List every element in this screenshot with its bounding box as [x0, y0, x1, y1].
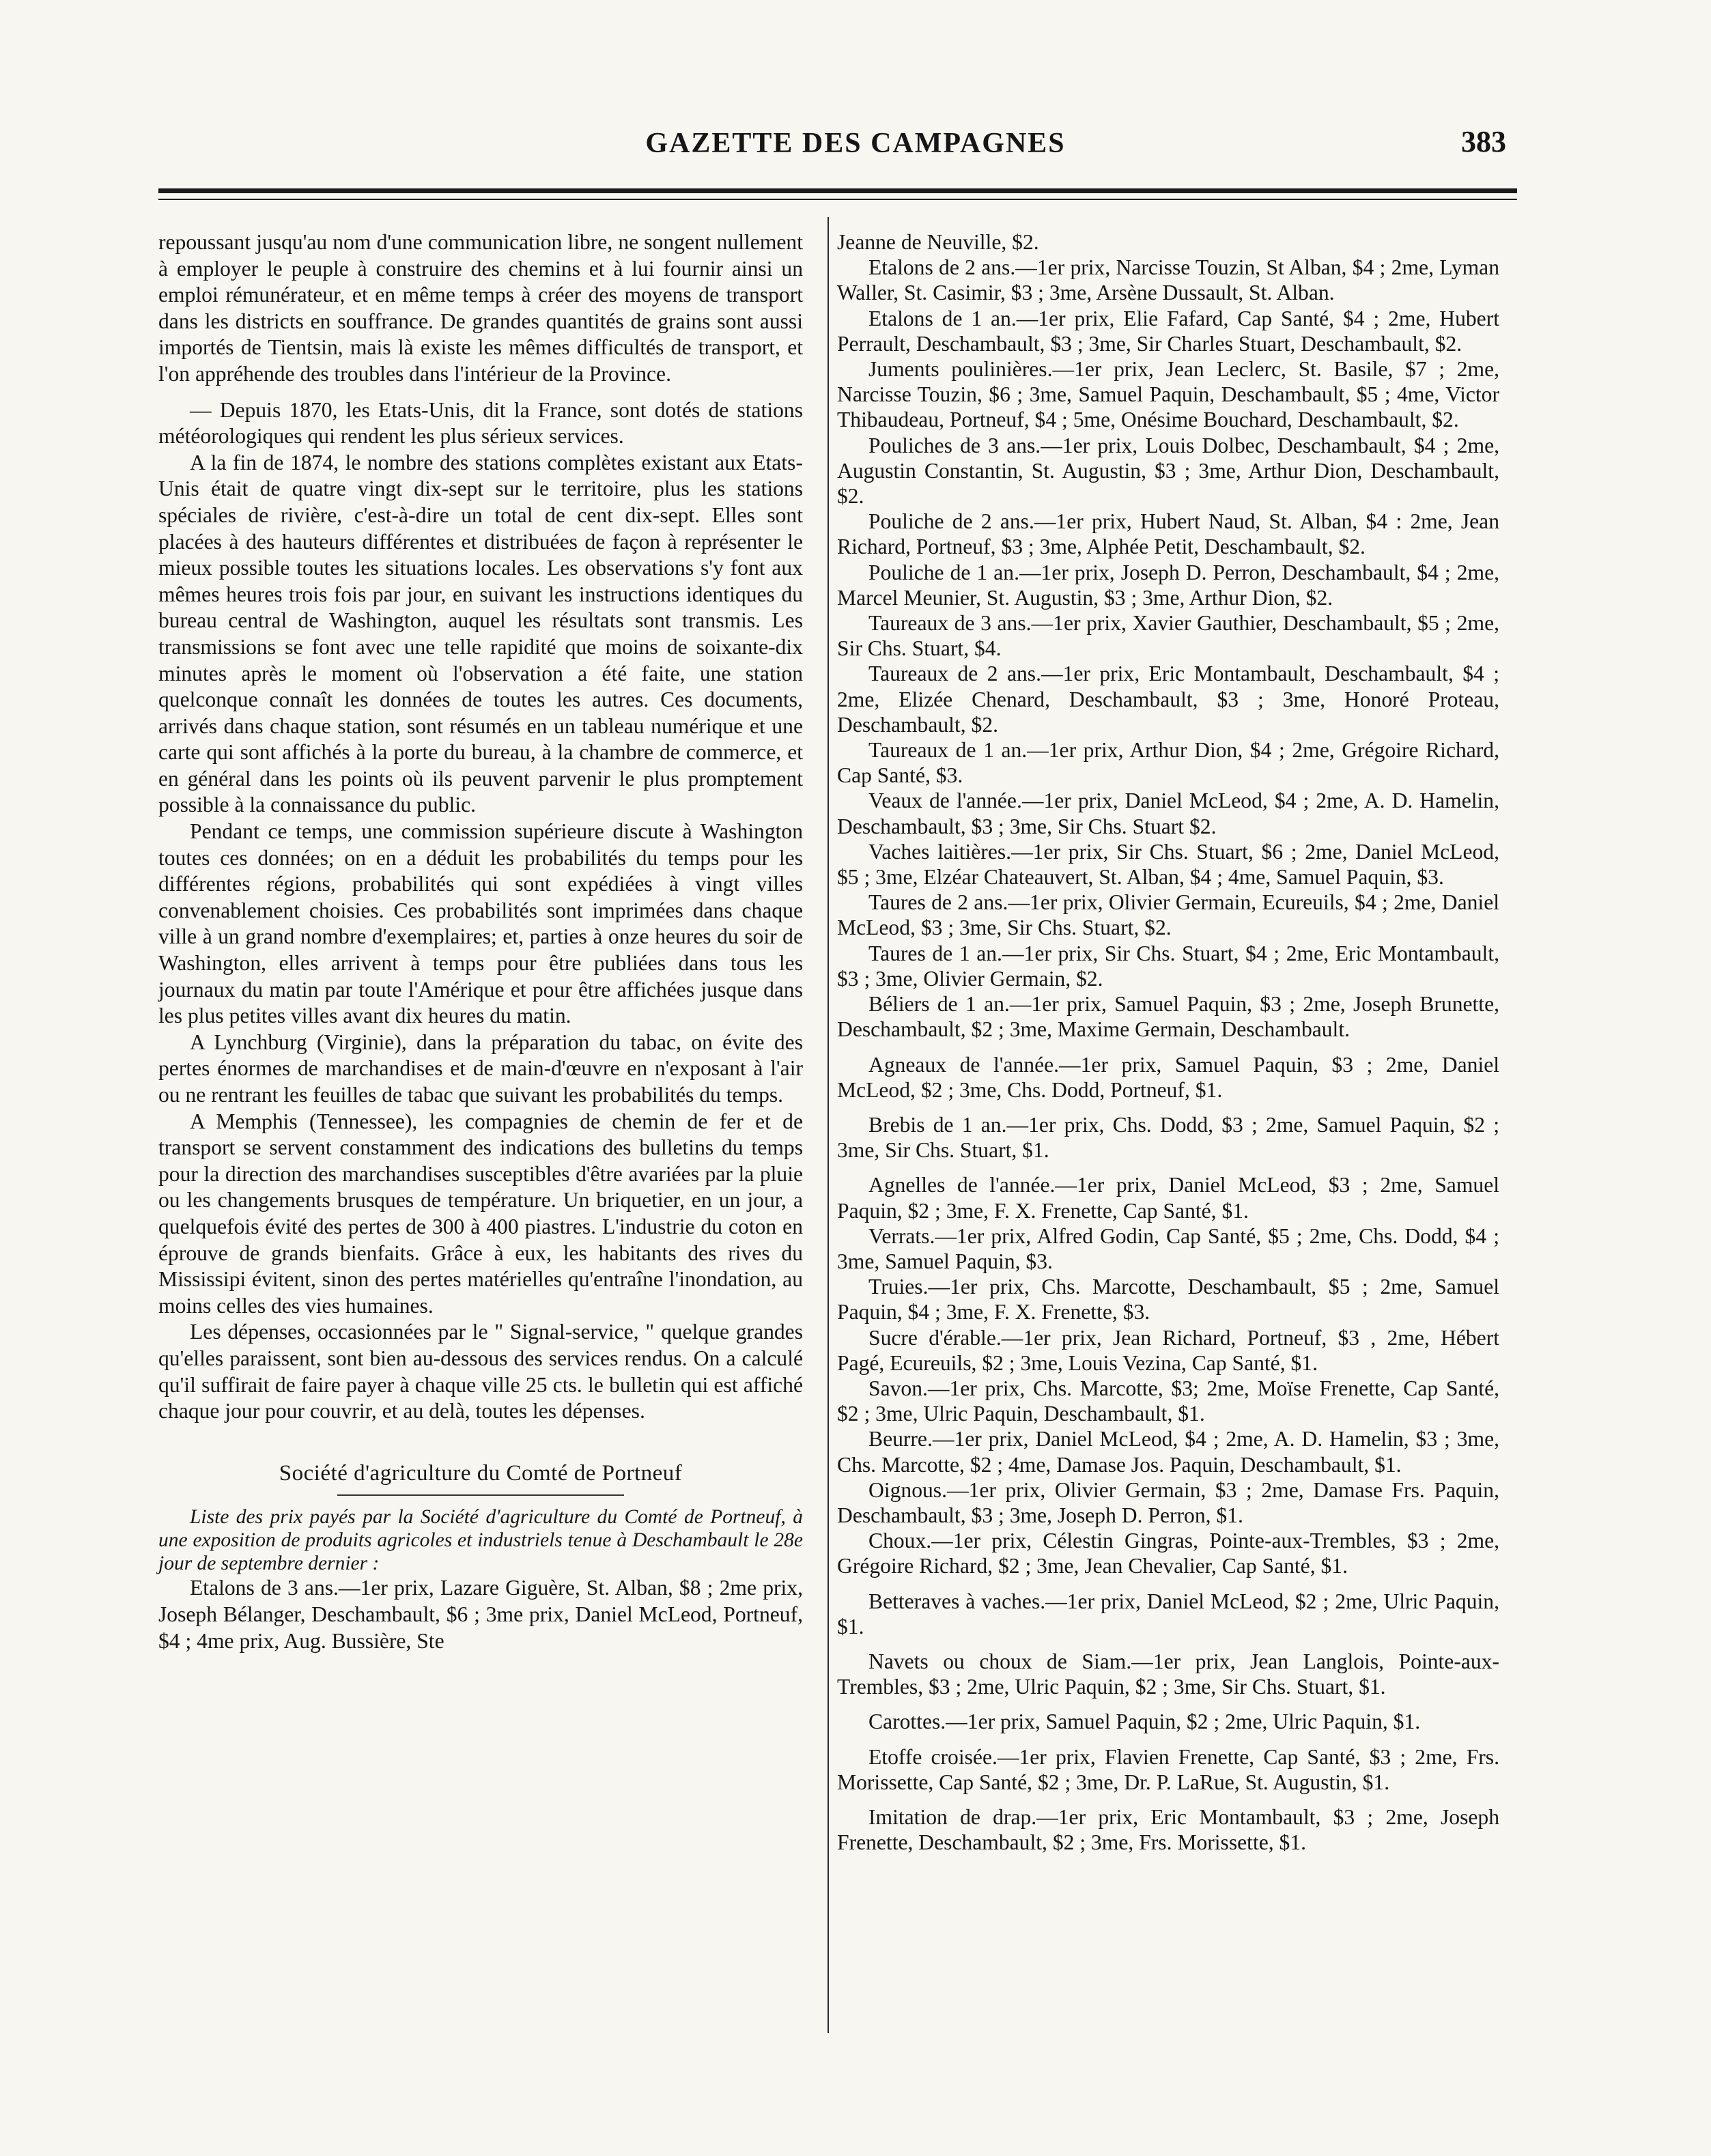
- article-paragraph: Les dépenses, occasionnées par le " Signal-service, " quelque grandes qu'elles paraissent, sont bien au-dessous des services rendus. On a calculé qu'il suffirait de faire payer à chaque ville 25 cts. le bulletin qui est affiché chaque jour pour couvrir, et au delà, toutes les dépenses.: [158, 1320, 803, 1423]
- prize-entry: Verrats.—1er prix, Alfred Godin, Cap Santé, $5 ; 2me, Chs. Dodd, $4 ; 3me, Samuel Paquin, $3.: [837, 1223, 1499, 1273]
- prize-entry: Taures de 1 an.—1er prix, Sir Chs. Stuart, $4 ; 2me, Eric Montambault, $3 ; 3me, Olivier Germain, $2.: [837, 941, 1499, 991]
- prize-entry: Taures de 2 ans.—1er prix, Olivier Germain, Ecureuils, $4 ; 2me, Daniel McLeod, $3 ; 3me, Sir Chs. Stuart, $2.: [837, 890, 1499, 940]
- prize-entry: Imitation de drap.—1er prix, Eric Montambault, $3 ; 2me, Joseph Frenette, Deschambault, $2 ; 3me, Frs. Morissette, $1.: [837, 1804, 1499, 1855]
- prize-entry: Truies.—1er prix, Chs. Marcotte, Deschambault, $5 ; 2me, Samuel Paquin, $4 ; 3me, F. X. Frenette, $3.: [837, 1275, 1499, 1324]
- article-paragraph: A Lynchburg (Virginie), dans la préparation du tabac, on évite des pertes énormes de marchandises et de main-d'œuvre en n'exposant à l'air ou ne rentrant les feuilles de tabac que suivant les probabilités du temps.: [158, 1030, 803, 1107]
- article-paragraph: A la fin de 1874, le nombre des stations complètes existant aux Etats-Unis était de quatre vingt dix-sept sur le territoire, plus les stations spéciales de rivière, c'est-à-dire un total de cent dix-sept. Elles sont placées à des hauteurs différentes et distribuées de façon à représenter le mieux possible toutes les situations locales. Les observations s'y font aux mêmes heures trois fois par jour, en suivant les instructions identiques du bureau central de Washington, auquel les résultats sont transmis. Les transmissions se font avec une telle rapidité que moins de soixante-dix minutes après le moment où l'observation a été faite, une station quelconque connaît les données de toutes les autres. Ces documents, arrivés dans chaque station, sont résumés en un tableau numérique et une carte qui sont affichés à la porte du bureau, à la chambre de commerce, et en général dans les points où ils peuvent parvenir le plus promptement possible à la connaissance du public.: [158, 450, 803, 817]
- prize-entry: Béliers de 1 an.—1er prix, Samuel Paquin, $3 ; 2me, Joseph Brunette, Deschambault, $2 ; 3me, Maxime Germain, Deschambault.: [837, 992, 1499, 1042]
- prize-entry: Brebis de 1 an.—1er prix, Chs. Dodd, $3 ; 2me, Samuel Paquin, $2 ; 3me, Sir Chs. Stuart, $1.: [837, 1112, 1499, 1163]
- section-title: Société d'agriculture du Comté de Portneuf: [279, 1460, 683, 1486]
- prize-entry: Etalons de 2 ans.—1er prix, Narcisse Touzin, St Alban, $4 ; 2me, Lyman Waller, St. Casimir, $3 ; 3me, Arsène Dussault, St. Alban.: [837, 255, 1499, 305]
- section-rule: [337, 1494, 624, 1496]
- prize-entry: Etalons de 3 ans.—1er prix, Lazare Giguère, St. Alban, $8 ; 2me prix, Joseph Bélanger, Deschambault, $6 ; 3me prix, Daniel McLeod, Portneuf, $4 ; 4me prix, Aug. Bussière, Ste: [158, 1576, 803, 1653]
- prize-entry: Sucre d'érable.—1er prix, Jean Richard, Portneuf, $3 , 2me, Hébert Pagé, Ecureuils, $2 ; 3me, Louis Vezina, Cap Santé, $1.: [837, 1325, 1499, 1375]
- header-rule-thin: [158, 199, 1517, 200]
- prize-entry: Pouliches de 3 ans.—1er prix, Louis Dolbec, Deschambault, $4 ; 2me, Augustin Constantin, St. Augustin, $3 ; 3me, Arthur Dion, Deschambault, $2.: [837, 433, 1499, 509]
- prize-entry: Betteraves à vaches.—1er prix, Daniel McLeod, $2 ; 2me, Ulric Paquin, $1.: [837, 1589, 1499, 1639]
- article-paragraph: Pendant ce temps, une commission supérieure discute à Washington toutes ces données; on en a déduit les probabilités du temps pour les différentes régions, probabilités qui sont expédiées à vingt villes convenablement choisies. Ces probabilités sont imprimées dans chaque ville à un grand nombre d'exemplaires; et, parties à onze heures du soir de Washington, elles arrivent à temps pour être publiées dans tous les journaux du matin par toute l'Amérique et pour être affichées jusque dans les plus petites villes avant dix heures du matin.: [158, 819, 803, 1028]
- prize-entry: Carottes.—1er prix, Samuel Paquin, $2 ; 2me, Ulric Paquin, $1.: [868, 1710, 1421, 1734]
- column-divider: [828, 217, 829, 2033]
- prize-entry: Jeanne de Neuville, $2.: [837, 230, 1039, 254]
- page-header-title: GAZETTE DES CAMPAGNES: [645, 128, 1066, 159]
- prize-entry: Etoffe croisée.—1er prix, Flavien Frenette, Cap Santé, $3 ; 2me, Frs. Morissette, Cap Santé, $2 ; 3me, Dr. P. LaRue, St. Augustin, $1.: [837, 1744, 1499, 1794]
- right-column: [837, 229, 1499, 1855]
- prize-entry: Savon.—1er prix, Chs. Marcotte, $3; 2me, Moïse Frenette, Cap Santé, $2 ; 3me, Ulric Paquin, Deschambault, $1.: [837, 1376, 1499, 1426]
- prize-entry: Taureaux de 1 an.—1er prix, Arthur Dion, $4 ; 2me, Grégoire Richard, Cap Santé, $3.: [837, 738, 1499, 788]
- prize-entry: Taureaux de 3 ans.—1er prix, Xavier Gauthier, Deschambault, $5 ; 2me, Sir Chs. Stuart, $4.: [837, 611, 1499, 661]
- section-intro: Liste des prix payés par la Société d'agriculture du Comté de Portneuf, à une exposition de produits agricoles et industriels tenue à Deschambault le 28e jour de septembre dernier :: [158, 1506, 803, 1575]
- prize-entry: Veaux de l'année.—1er prix, Daniel McLeod, $4 ; 2me, A. D. Hamelin, Deschambault, $3 ; 3me, Sir Chs. Stuart $2.: [837, 789, 1499, 838]
- prize-entry: Vaches laitières.—1er prix, Sir Chs. Stuart, $6 ; 2me, Daniel McLeod, $5 ; 3me, Elzéar Chateauvert, St. Alban, $4 ; 4me, Samuel Paquin, $3.: [837, 839, 1499, 890]
- prize-entry: Juments poulinières.—1er prix, Jean Leclerc, St. Basile, $7 ; 2me, Narcisse Touzin, $6 ; 3me, Samuel Paquin, Deschambault, $5 ; 4me, Victor Thibaudeau, Portneuf, $4 ; 5me, Onésime Bouchard, Deschambault, $2.: [837, 357, 1499, 432]
- prize-entry: Oignous.—1er prix, Olivier Germain, $3 ; 2me, Damase Frs. Paquin, Deschambault, $3 ; 3me, Joseph D. Perron, $1.: [837, 1477, 1499, 1527]
- prize-entry: Taureaux de 2 ans.—1er prix, Eric Montambault, Deschambault, $4 ; 2me, Elizée Chenard, Deschambault, $3 ; 3me, Honoré Proteau, Deschambault, $2.: [837, 662, 1499, 737]
- left-column: [158, 229, 803, 1654]
- prize-entry: Etalons de 1 an.—1er prix, Elie Fafard, Cap Santé, $4 ; 2me, Hubert Perrault, Deschambault, $3 ; 3me, Sir Charles Stuart, Deschambault, $2.: [837, 306, 1499, 356]
- article-paragraph: — Depuis 1870, les Etats-Unis, dit la France, sont dotés de stations météorologiques qui rendent les plus sérieux services.: [158, 397, 803, 449]
- article-paragraph: repoussant jusqu'au nom d'une communication libre, ne songent nullement à employer le peuple à construire des chemins et à lui fournir ainsi un emploi rémunérateur, et en même temps à créer des moyens de transport dans les districts en souffrance. De grandes quantités de grains sont aussi importés de Tientsin, mais là existe les mêmes difficultés de transport, et l'on appréhende des troubles dans l'intérieur de la Province.: [158, 230, 803, 386]
- article-paragraph: A Memphis (Tennessee), les compagnies de chemin de fer et de transport se servent constamment des indications des bulletins du temps pour la direction des marchandises susceptibles d'être avariées par la pluie ou les changements brusques de température. Un briquetier, en un jour, a quelquefois évité des pertes de 300 à 400 piastres. L'industrie du coton en éprouve de grands bienfaits. Grâce à eux, les habitants des rives du Mississipi évitent, sinon des pertes matérielles qu'entraîne l'inondation, au moins celles des vies humaines.: [158, 1109, 803, 1318]
- prize-entry: Agneaux de l'année.—1er prix, Samuel Paquin, $3 ; 2me, Daniel McLeod, $2 ; 3me, Chs. Dodd, Portneuf, $1.: [837, 1052, 1499, 1102]
- prize-entry: Navets ou choux de Siam.—1er prix, Jean Langlois, Pointe-aux-Trembles, $3 ; 2me, Ulric Paquin, $2 ; 3me, Sir Chs. Stuart, $1.: [837, 1649, 1499, 1699]
- prize-entry: Pouliche de 2 ans.—1er prix, Hubert Naud, St. Alban, $4 : 2me, Jean Richard, Portneuf, $3 ; 3me, Alphée Petit, Deschambault, $2.: [837, 509, 1499, 559]
- page-number: 383: [1461, 125, 1506, 158]
- prize-entry: Choux.—1er prix, Célestin Gingras, Pointe-aux-Trembles, $3 ; 2me, Grégoire Richard, $2 ; 3me, Jean Chevalier, Cap Santé, $1.: [837, 1529, 1499, 1578]
- header-rule-thick: [158, 188, 1517, 193]
- prize-entry: Beurre.—1er prix, Daniel McLeod, $4 ; 2me, A. D. Hamelin, $3 ; 3me, Chs. Marcotte, $2 ; 4me, Damase Jos. Paquin, Deschambault, $1.: [837, 1427, 1499, 1477]
- prize-entry: Pouliche de 1 an.—1er prix, Joseph D. Perron, Deschambault, $4 ; 2me, Marcel Meunier, St. Augustin, $3 ; 3me, Arthur Dion, $2.: [837, 560, 1499, 610]
- prize-entry: Agnelles de l'année.—1er prix, Daniel McLeod, $3 ; 2me, Samuel Paquin, $2 ; 3me, F. X. Frenette, Cap Santé, $1.: [837, 1173, 1499, 1223]
